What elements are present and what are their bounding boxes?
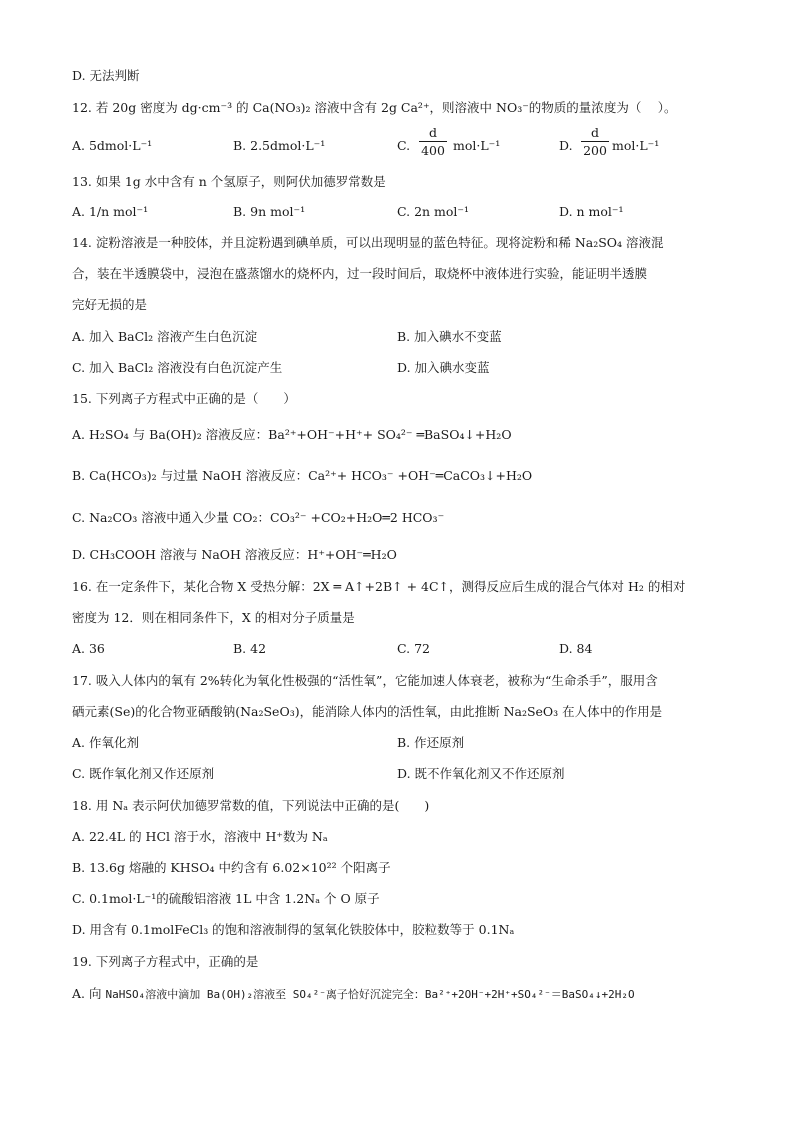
q19-stem: 19. 下列离子方程式中，正确的是 <box>72 954 259 969</box>
q13-option-c: C. 2n mol⁻¹ <box>397 204 470 219</box>
q19-option-a-body: NaHSO₄溶液中滴加 Ba(OH)₂溶液至 SO₄²⁻离子恰好沉淀完全：Ba²⁺+2OH⁻+2H⁺+SO₄²⁻＝BaSO₄↓+2H₂O <box>105 988 635 1001</box>
q12-option-c-unit: mol·L⁻¹ <box>453 138 501 153</box>
q18-option-b: B. 13.6g 熔融的 KHSO₄ 中约含有 6.02×10²² 个阳离子 <box>72 860 391 875</box>
q17-option-b: B. 作还原剂 <box>397 735 465 750</box>
q14-stem-line3: 完好无损的是 <box>72 297 148 312</box>
q19-option-a <box>72 985 635 1004</box>
q13-option-a: A. 1/n mol⁻¹ <box>72 204 149 219</box>
q19-option-a-prefix: A. 向 <box>72 986 102 1001</box>
q14-option-b: B. 加入碘水不变蓝 <box>397 329 502 344</box>
q16-option-b: B. 42 <box>233 641 267 656</box>
q12-d-numerator: d <box>590 125 599 140</box>
fraction-bar <box>419 141 447 142</box>
q12-stem: 12. 若 20g 密度为 dg·cm⁻³ 的 Ca(NO₃)₂ 溶液中含有 2g Ca²⁺，则溶液中 NO₃⁻的物质的量浓度为（ ）。 <box>72 100 677 115</box>
q15-option-b: B. Ca(HCO₃)₂ 与过量 NaOH 溶液反应：Ca²⁺+ HCO₃⁻ +OH⁻═CaCO₃↓+H₂O <box>72 468 533 483</box>
q13-option-b: B. 9n mol⁻¹ <box>233 204 306 219</box>
q13-stem: 13. 如果 1g 水中含有 n 个氢原子，则阿伏加德罗常数是 <box>72 174 386 189</box>
q15-stem: 15. 下列离子方程式中正确的是（ ） <box>72 391 296 406</box>
q14-stem-line2: 合，装在半透膜袋中，浸泡在盛蒸馏水的烧杯内，过一段时间后，取烧杯中液体进行实验，能证明半透膜 <box>72 266 648 281</box>
q16-option-a: A. 36 <box>72 641 105 656</box>
q17-option-a: A. 作氧化剂 <box>72 735 139 750</box>
q12-c-numerator: d <box>428 125 437 140</box>
q16-stem-line1: 16. 在一定条件下，某化合物 X 受热分解：2X ═ A↑+2B↑ + 4C↑，测得反应后生成的混合气体对 H₂ 的相对 <box>72 579 686 594</box>
q14-option-c: C. 加入 BaCl₂ 溶液没有白色沉淀产生 <box>72 360 283 375</box>
q12-d-denominator: 200 <box>583 143 607 158</box>
q12-option-d-unit: mol·L⁻¹ <box>612 138 660 153</box>
q17-stem-line1: 17. 吸入人体内的氧有 2%转化为氧化性极强的“活性氧”，它能加速人体衰老，被称为“生命杀手”，服用含 <box>72 673 658 688</box>
q17-option-d: D. 既不作氧化剂又不作还原剂 <box>397 766 565 781</box>
q16-option-c: C. 72 <box>397 641 430 656</box>
q11-option-d: D. 无法判断 <box>72 68 140 83</box>
q12-option-c-prefix: C. <box>397 138 411 153</box>
q18-stem: 18. 用 Nₐ 表示阿伏加德罗常数的值，下列说法中正确的是( ) <box>72 798 430 813</box>
q17-stem-line2: 硒元素(Se)的化合物亚硒酸钠(Na₂SeO₃)，能消除人体内的活性氧，由此推断 Na₂SeO₃ 在人体中的作用是 <box>72 704 663 719</box>
q12-option-b: B. 2.5dmol·L⁻¹ <box>233 138 326 153</box>
q14-stem-line1: 14. 淀粉溶液是一种胶体，并且淀粉遇到碘单质，可以出现明显的蓝色特征。现将淀粉和稀 Na₂SO₄ 溶液混 <box>72 235 664 250</box>
q17-option-c: C. 既作氧化剂又作还原剂 <box>72 766 215 781</box>
q18-option-d: D. 用含有 0.1molFeCl₃ 的饱和溶液制得的氢氧化铁胶体中，胶粒数等于 0.1Nₐ <box>72 922 515 937</box>
q12-option-a: A. 5dmol·L⁻¹ <box>72 138 153 153</box>
q16-option-d: D. 84 <box>559 641 593 656</box>
fraction-bar <box>581 141 609 142</box>
q15-option-d: D. CH₃COOH 溶液与 NaOH 溶液反应：H⁺+OH⁻═H₂O <box>72 547 397 562</box>
q13-option-d: D. n mol⁻¹ <box>559 204 624 219</box>
q14-option-d: D. 加入碘水变蓝 <box>397 360 490 375</box>
q12-option-c-fraction <box>419 125 447 158</box>
q15-option-a: A. H₂SO₄ 与 Ba(OH)₂ 溶液反应：Ba²⁺+OH⁻+H⁺+ SO₄²⁻ ═BaSO₄↓+H₂O <box>72 427 512 442</box>
q12-option-d-fraction <box>581 125 609 158</box>
q18-option-c: C. 0.1mol·L⁻¹的硫酸铝溶液 1L 中含 1.2Nₐ 个 O 原子 <box>72 891 380 906</box>
q12-c-denominator: 400 <box>421 143 445 158</box>
q16-stem-line2: 密度为 12．则在相同条件下，X 的相对分子质量是 <box>72 610 355 625</box>
q15-option-c: C. Na₂CO₃ 溶液中通入少量 CO₂：CO₃²⁻ +CO₂+H₂O═2 HCO₃⁻ <box>72 510 445 525</box>
q14-option-a: A. 加入 BaCl₂ 溶液产生白色沉淀 <box>72 329 258 344</box>
q12-option-d-prefix: D. <box>559 138 573 153</box>
q18-option-a: A. 22.4L 的 HCl 溶于水，溶液中 H⁺数为 Nₐ <box>72 829 328 844</box>
